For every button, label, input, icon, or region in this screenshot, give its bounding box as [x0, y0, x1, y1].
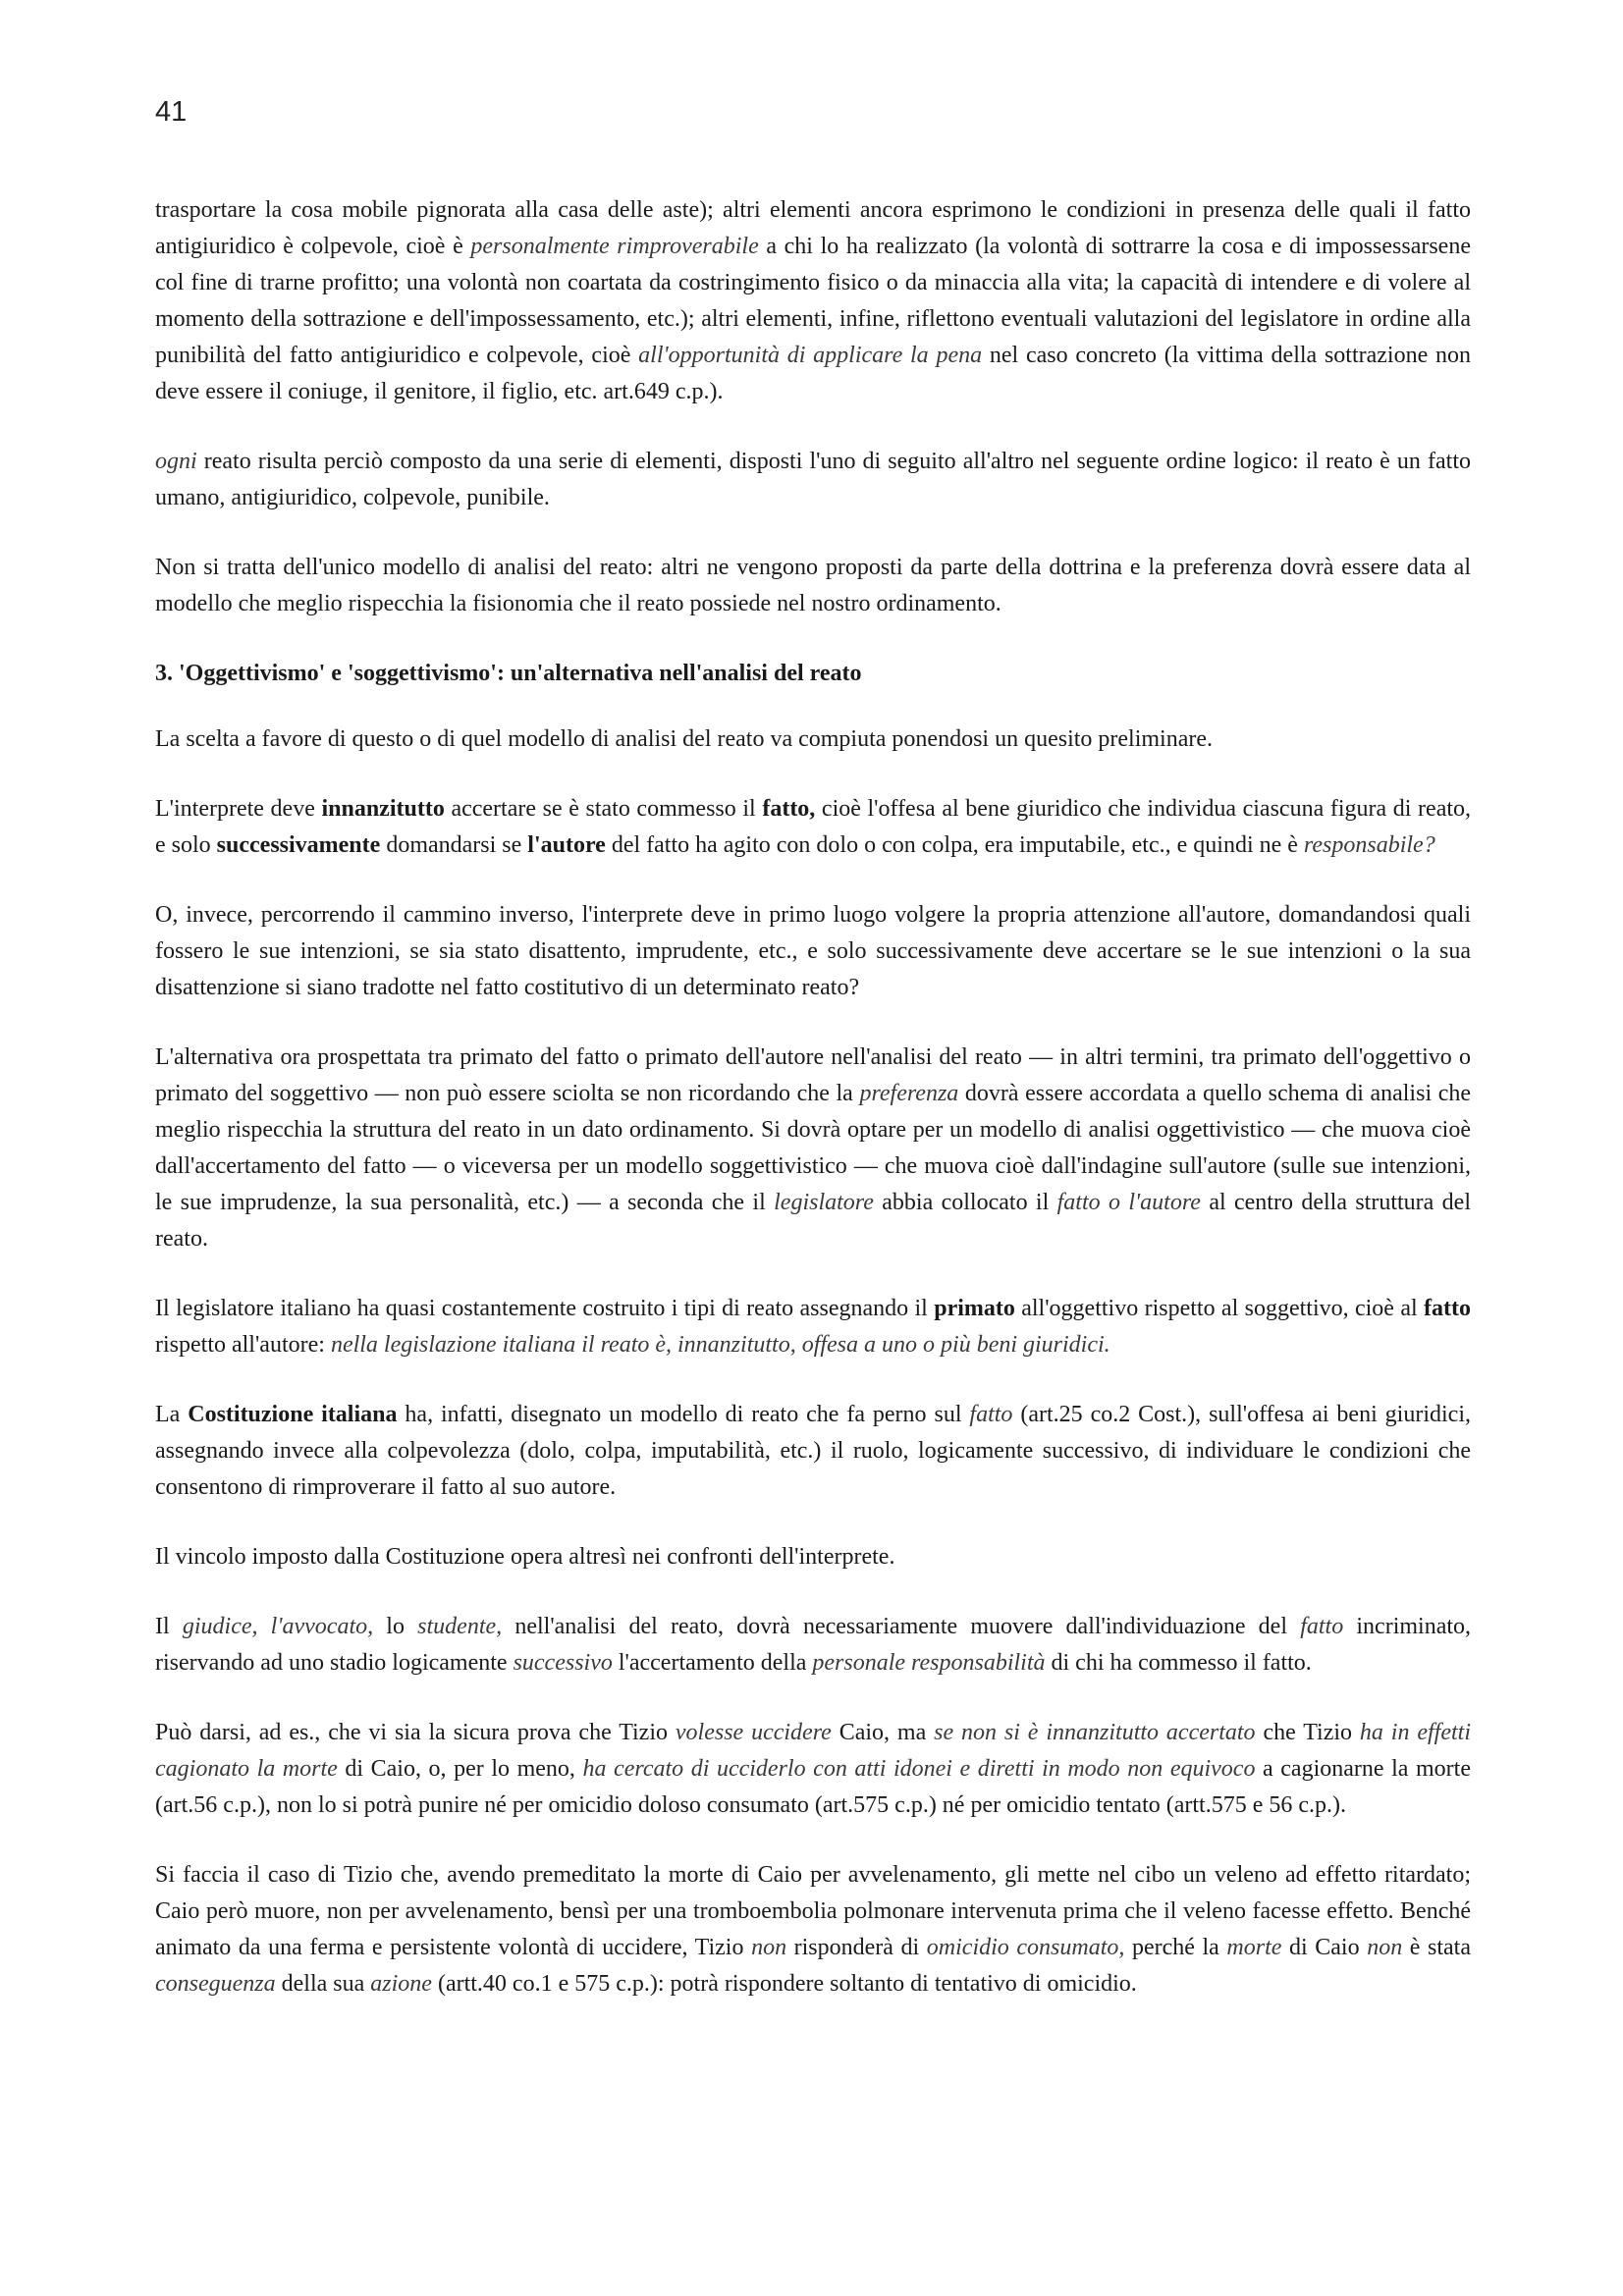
text-run: incriminato, riservando ad uno stadio logicamente [155, 1614, 1472, 1676]
text-run: Caio, ma [831, 1720, 935, 1745]
text-run: 3. 'Oggettivismo' e 'soggettivismo': un'alternativa nell'analisi del reato [155, 661, 862, 686]
italic-text: ha cercato di ucciderlo con atti idonei e diretti in modo non equivoco [582, 1756, 1256, 1782]
text-run: domandarsi se [380, 832, 528, 858]
italic-text: preferenza [859, 1081, 959, 1106]
paragraph [155, 1539, 1471, 1575]
italic-text: morte [1226, 1935, 1282, 1960]
italic-text: fatto o l'autore [1056, 1190, 1201, 1215]
text-run: Il legislatore italiano ha quasi costantemente costruito i tipi di reato assegnando il [155, 1296, 935, 1321]
italic-text: personalmente rimproverabile [470, 234, 759, 259]
paragraph [155, 550, 1471, 622]
bold-text: fatto, [762, 796, 816, 822]
paragraph [155, 1040, 1471, 1257]
text-run: di chi ha commesso il fatto. [1045, 1650, 1312, 1676]
paragraph [155, 1715, 1471, 1824]
paragraph [155, 1857, 1471, 2002]
italic-text: azione [370, 1971, 432, 1997]
italic-text: responsabile? [1303, 832, 1435, 858]
text-run: dovrà essere accordata a quello schema di analisi che meglio rispecchia la struttura del reato in un dato ordinamento. Si dovrà optare per un modello di analisi oggettivistico — che muova cioè dall'accertamento del fatto — o viceversa per un modello soggettivistico — che muova cioè dall'indagine sull'autore (sulle sue intenzioni, le sue imprudenze, la sua personalità, etc.) — a seconda che il [155, 1081, 1472, 1215]
text-run: abbia collocato il [873, 1190, 1057, 1215]
text-run: (art.25 co.2 Cost.), sull'offesa ai beni giuridici, assegnando invece alla colpevolezza (dolo, colpa, imputabilità, etc.) il ruolo, logicamente successivo, di individuare le condizioni che consentono di rimproverare il fatto al suo autore. [155, 1402, 1471, 1500]
text-run: Il vincolo imposto dalla Costituzione opera altresì nei confronti dell'interprete. [155, 1544, 895, 1570]
italic-text: se non si è innanzitutto accertato [934, 1720, 1256, 1745]
italic-text: studente, [417, 1614, 503, 1639]
text-run: al centro della struttura del reato. [155, 1190, 1472, 1252]
text-run: all'oggettivo rispetto al soggettivo, cioè al [1014, 1296, 1425, 1321]
italic-text: giudice, l'avvocato, [182, 1614, 374, 1639]
italic-text: all'opportunità di applicare la pena [638, 343, 983, 368]
text-run: cioè l'offesa al bene giuridico che individua ciascuna figura di reato, e solo [155, 796, 1472, 858]
text-run: La [155, 1402, 189, 1427]
italic-text: conseguenza [155, 1971, 276, 1997]
italic-text: ha in effetti cagionato la morte [155, 1720, 1471, 1782]
italic-text: ogni [155, 449, 197, 474]
italic-text: omicidio consumato, [926, 1935, 1125, 1960]
italic-text: successivo [513, 1650, 613, 1676]
text-run: accertare se è stato commesso il [444, 796, 763, 822]
paragraph [155, 444, 1471, 516]
bold-text: l'autore [527, 832, 606, 858]
text-run: L'alternativa ora prospettata tra primato del fatto o primato dell'autore nell'analisi del reato — in altri termini, tra primato dell'oggettivo o primato del soggettivo — non può essere sciolta se non ricordando che la [155, 1044, 1471, 1106]
paragraph [155, 1291, 1471, 1363]
paragraph [155, 791, 1471, 864]
italic-text: volesse uccidere [675, 1720, 832, 1745]
text-run: nell'analisi del reato, dovrà necessariamente muovere dall'individuazione del [502, 1614, 1301, 1639]
text-run: lo [373, 1614, 418, 1639]
text-run: è stata [1402, 1935, 1471, 1960]
document-body [155, 192, 1471, 2036]
text-run: Il [155, 1614, 183, 1639]
paragraph [155, 721, 1471, 758]
text-run: perché la [1124, 1935, 1227, 1960]
italic-text: fatto [969, 1402, 1013, 1427]
text-run: L'interprete deve [155, 796, 322, 822]
text-run: a chi lo ha realizzato (la volontà di sottrarre la cosa e di impossessarsene col fine di trarne profitto; una volontà non coartata da costringimento fisico o da minaccia alla vita; la capacità di intendere e di volere al momento della sottrazione e dell'impossessamento, etc.); altri elementi, infine, riflettono eventuali valutazioni del legislatore in ordine alla punibilità del fatto antigiuridico e colpevole, cioè [155, 234, 1471, 368]
text-run: La scelta a favore di questo o di quel modello di analisi del reato va compiuta ponendosi un quesito preliminare. [155, 726, 1214, 752]
paragraph [155, 1609, 1471, 1682]
bold-text: successivamente [216, 832, 381, 858]
text-run: (artt.40 co.1 e 575 c.p.): potrà rispondere soltanto di tentativo di omicidio. [431, 1971, 1137, 1997]
italic-text: non [1367, 1935, 1403, 1960]
text-run: Si faccia il caso di Tizio che, avendo premeditato la morte di Caio per avvelenamento, gli mette nel cibo un veleno ad effetto ritardato; Caio però muore, non per avvelenamento, bensì per una tromboembolia polmonare intervenuta prima che il veleno facesse effetto. Benché animato da una ferma e persistente volontà di uccidere, Tizio [155, 1862, 1471, 1960]
text-run: rispetto all'autore: [155, 1332, 331, 1358]
italic-text: nella legislazione italiana il reato è, innanzitutto, offesa a uno o più beni giuridici. [330, 1332, 1110, 1358]
text-run: reato risulta perciò composto da una serie di elementi, disposti l'uno di seguito all'altro nel seguente ordine logico: il reato è un fatto umano, antigiuridico, colpevole, punibile. [155, 449, 1471, 510]
text-run: risponderà di [786, 1935, 927, 1960]
text-run: del fatto ha agito con dolo o con colpa, era imputabile, etc., e quindi ne è [605, 832, 1304, 858]
bold-text: primato [934, 1296, 1015, 1321]
text-run: di Caio [1281, 1935, 1368, 1960]
text-run: Non si tratta dell'unico modello di analisi del reato: altri ne vengono proposti da parte della dottrina e la preferenza dovrà essere data al modello che meglio rispecchia la fisionomia che il reato possiede nel nostro ordinamento. [155, 555, 1471, 616]
text-run: nel caso concreto (la vittima della sottrazione non deve essere il coniuge, il genitore, il figlio, etc. art.649 c.p.). [155, 343, 1472, 404]
paragraph [155, 1397, 1471, 1506]
italic-text: personale responsabilità [812, 1650, 1046, 1676]
text-run: della sua [275, 1971, 371, 1997]
paragraph [155, 897, 1471, 1006]
bold-text: fatto [1424, 1296, 1471, 1321]
text-run: trasportare la cosa mobile pignorata alla casa delle aste); altri elementi ancora esprimono le condizioni in presenza delle quali il fatto antigiuridico è colpevole, cioè è [155, 197, 1471, 259]
text-run: di Caio, o, per lo meno, [337, 1756, 583, 1782]
bold-text: Costituzione italiana [188, 1402, 398, 1427]
section-heading [155, 656, 1471, 692]
page-number: 41 [155, 96, 188, 128]
bold-text: innanzitutto [321, 796, 445, 822]
paragraph [155, 192, 1471, 410]
text-run: a cagionarne la morte (art.56 c.p.), non lo si potrà punire né per omicidio doloso consumato (art.575 c.p.) né per omicidio tentato (artt.575 e 56 c.p.). [155, 1756, 1471, 1818]
text-run: che Tizio [1255, 1720, 1360, 1745]
text-run: l'accertamento della [612, 1650, 813, 1676]
italic-text: non [751, 1935, 787, 1960]
text-run: O, invece, percorrendo il cammino inverso, l'interprete deve in primo luogo volgere la propria attenzione all'autore, domandandosi quali fossero le sue intenzioni, se sia stato disattento, imprudente, etc., e solo successivamente deve accertare se le sue intenzioni o la sua disattenzione si siano tradotte nel fatto costitutivo di un determinato reato? [155, 902, 1471, 1000]
text-run: ha, infatti, disegnato un modello di reato che fa perno sul [397, 1402, 970, 1427]
italic-text: fatto [1300, 1614, 1344, 1639]
text-run: Può darsi, ad es., che vi sia la sicura prova che Tizio [155, 1720, 676, 1745]
italic-text: legislatore [774, 1190, 874, 1215]
